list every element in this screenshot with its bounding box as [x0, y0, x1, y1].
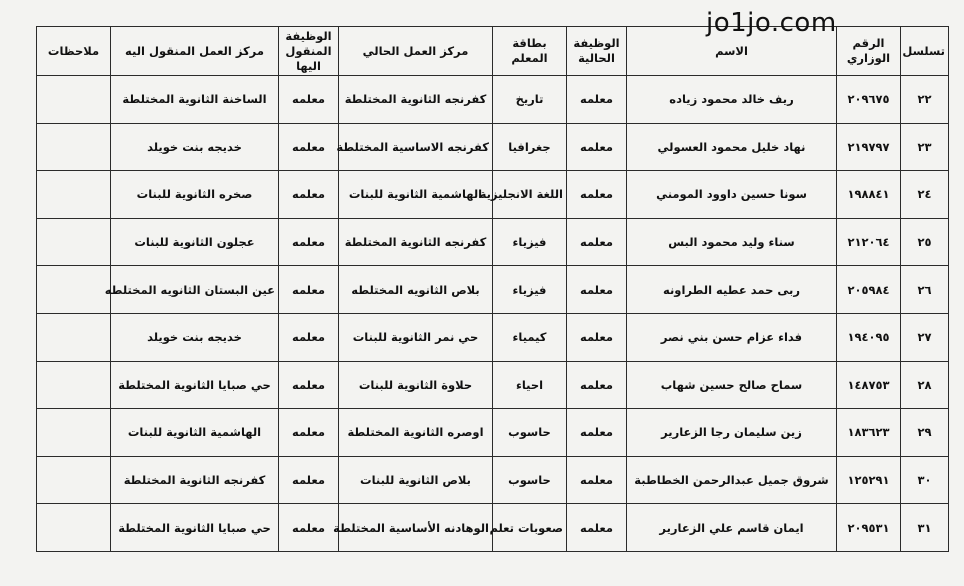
cell-notes [37, 76, 111, 124]
cell-current-workplace: الوهادنه الأساسية المختلطة [339, 504, 493, 552]
cell-transferred-job: معلمه [279, 123, 339, 171]
cell-name: سماح صالح حسين شهاب [627, 361, 837, 409]
cell-ministry-number: ١٢٥٢٩١ [837, 456, 901, 504]
table-row [37, 361, 949, 409]
cell-teacher-card: حاسوب [493, 456, 567, 504]
cell-serial: ٢٦ [901, 266, 949, 314]
cell-transferred-workplace: عين البستان الثانويه المختلطه [111, 266, 279, 314]
cell-current-workplace: كفرنجه الثانوية المختلطة [339, 76, 493, 124]
cell-current-workplace: بلاص الثانويه المختلطه [339, 266, 493, 314]
cell-transferred-job: معلمه [279, 171, 339, 219]
cell-transferred-workplace: الساخنة الثانوية المختلطة [111, 76, 279, 124]
cell-current-workplace: بلاص الثانوية للبنات [339, 456, 493, 504]
cell-current-job: معلمه [567, 123, 627, 171]
cell-transferred-workplace: الهاشمية الثانوية للبنات [111, 409, 279, 457]
cell-teacher-card: احياء [493, 361, 567, 409]
cell-notes [37, 409, 111, 457]
cell-current-job: معلمه [567, 409, 627, 457]
table-row [37, 313, 949, 361]
cell-current-workplace: كفرنجه الاساسية المختلطة [339, 123, 493, 171]
cell-teacher-card: كيمياء [493, 313, 567, 361]
cell-serial: ٢٣ [901, 123, 949, 171]
cell-current-job: معلمه [567, 266, 627, 314]
cell-transferred-workplace: حي صبايا الثانوية المختلطة [111, 361, 279, 409]
cell-transferred-job: معلمه [279, 456, 339, 504]
cell-teacher-card: اللغة الانجليزية [493, 171, 567, 219]
cell-ministry-number: ٢١٩٧٩٧ [837, 123, 901, 171]
cell-current-workplace: الهاشمية الثانوية للبنات [339, 171, 493, 219]
cell-current-job: معلمه [567, 313, 627, 361]
cell-ministry-number: ٢٠٩٥٣١ [837, 504, 901, 552]
header-teacher-card: بطاقة المعلم [493, 27, 567, 76]
header-current-workplace: مركز العمل الحالي [339, 27, 493, 76]
cell-ministry-number: ٢١٢٠٦٤ [837, 218, 901, 266]
cell-transferred-job: معلمه [279, 266, 339, 314]
table-row [37, 456, 949, 504]
cell-notes [37, 171, 111, 219]
cell-name: ريف خالد محمود زياده [627, 76, 837, 124]
cell-notes [37, 218, 111, 266]
cell-serial: ٢٩ [901, 409, 949, 457]
cell-ministry-number: ١٤٨٧٥٣ [837, 361, 901, 409]
table-row [37, 76, 949, 124]
cell-current-job: معلمه [567, 361, 627, 409]
cell-teacher-card: حاسوب [493, 409, 567, 457]
cell-name: زين سليمان رجا الزعارير [627, 409, 837, 457]
cell-transferred-workplace: كفرنجه الثانوية المختلطة [111, 456, 279, 504]
cell-transferred-workplace: عجلون الثانوية للبنات [111, 218, 279, 266]
cell-teacher-card: تاريخ [493, 76, 567, 124]
cell-name: سونا حسين داوود المومني [627, 171, 837, 219]
cell-transferred-job: معلمه [279, 361, 339, 409]
header-current-job: الوظيفة الحالية [567, 27, 627, 76]
cell-serial: ٣٠ [901, 456, 949, 504]
cell-ministry-number: ١٨٣٦٢٣ [837, 409, 901, 457]
cell-notes [37, 123, 111, 171]
header-notes: ملاحظات [37, 27, 111, 76]
cell-transferred-job: معلمه [279, 504, 339, 552]
cell-transferred-job: معلمه [279, 76, 339, 124]
cell-current-job: معلمه [567, 218, 627, 266]
cell-name: نهاد خليل محمود العسولي [627, 123, 837, 171]
cell-current-job: معلمه [567, 456, 627, 504]
cell-transferred-job: معلمه [279, 409, 339, 457]
cell-serial: ٢٧ [901, 313, 949, 361]
cell-notes [37, 361, 111, 409]
cell-current-job: معلمه [567, 76, 627, 124]
cell-name: سناء وليد محمود البس [627, 218, 837, 266]
table-row [37, 123, 949, 171]
cell-serial: ٢٥ [901, 218, 949, 266]
table-body [37, 76, 949, 552]
cell-ministry-number: ١٩٤٠٩٥ [837, 313, 901, 361]
cell-serial: ٢٤ [901, 171, 949, 219]
cell-current-job: معلمه [567, 171, 627, 219]
cell-transferred-job: معلمه [279, 218, 339, 266]
cell-teacher-card: صعوبات تعلم [493, 504, 567, 552]
cell-ministry-number: ٢٠٩٦٧٥ [837, 76, 901, 124]
teacher-transfer-table [36, 26, 949, 552]
header-serial: تسلسل [901, 27, 949, 76]
header-name: الاسم [627, 27, 837, 76]
cell-notes [37, 266, 111, 314]
table-row [37, 218, 949, 266]
cell-current-workplace: كفرنجه الثانوية المختلطة [339, 218, 493, 266]
cell-serial: ٢٢ [901, 76, 949, 124]
cell-teacher-card: جغرافيا [493, 123, 567, 171]
cell-ministry-number: ٢٠٥٩٨٤ [837, 266, 901, 314]
cell-notes [37, 313, 111, 361]
table-row [37, 171, 949, 219]
cell-transferred-workplace: حي صبايا الثانوية المختلطة [111, 504, 279, 552]
cell-current-workplace: حي نمر الثانوية للبنات [339, 313, 493, 361]
site-watermark: jo1jo.com [706, 8, 837, 38]
cell-name: ايمان قاسم علي الزعارير [627, 504, 837, 552]
cell-current-job: معلمه [567, 504, 627, 552]
cell-ministry-number: ١٩٨٨٤١ [837, 171, 901, 219]
header-transferred-job: الوظيفة المنقول اليها [279, 27, 339, 76]
cell-transferred-workplace: صخره الثانوية للبنات [111, 171, 279, 219]
table-row [37, 504, 949, 552]
cell-name: فداء عزام حسن بني نصر [627, 313, 837, 361]
cell-teacher-card: فيزياء [493, 266, 567, 314]
table-row [37, 266, 949, 314]
cell-transferred-workplace: خديجه بنت خويلد [111, 123, 279, 171]
header-ministry-number: الرقم الوزاري [837, 27, 901, 76]
header-transferred-workplace: مركز العمل المنقول اليه [111, 27, 279, 76]
cell-transferred-workplace: خديجه بنت خويلد [111, 313, 279, 361]
cell-current-workplace: اوصره الثانوية المختلطة [339, 409, 493, 457]
cell-name: ربى حمد عطيه الطراونه [627, 266, 837, 314]
cell-serial: ٣١ [901, 504, 949, 552]
cell-serial: ٢٨ [901, 361, 949, 409]
cell-current-workplace: حلاوة الثانوية للبنات [339, 361, 493, 409]
table-row [37, 409, 949, 457]
cell-transferred-job: معلمه [279, 313, 339, 361]
cell-notes [37, 504, 111, 552]
cell-notes [37, 456, 111, 504]
cell-teacher-card: فيزياء [493, 218, 567, 266]
cell-name: شروق جميل عبدالرحمن الخطاطبة [627, 456, 837, 504]
